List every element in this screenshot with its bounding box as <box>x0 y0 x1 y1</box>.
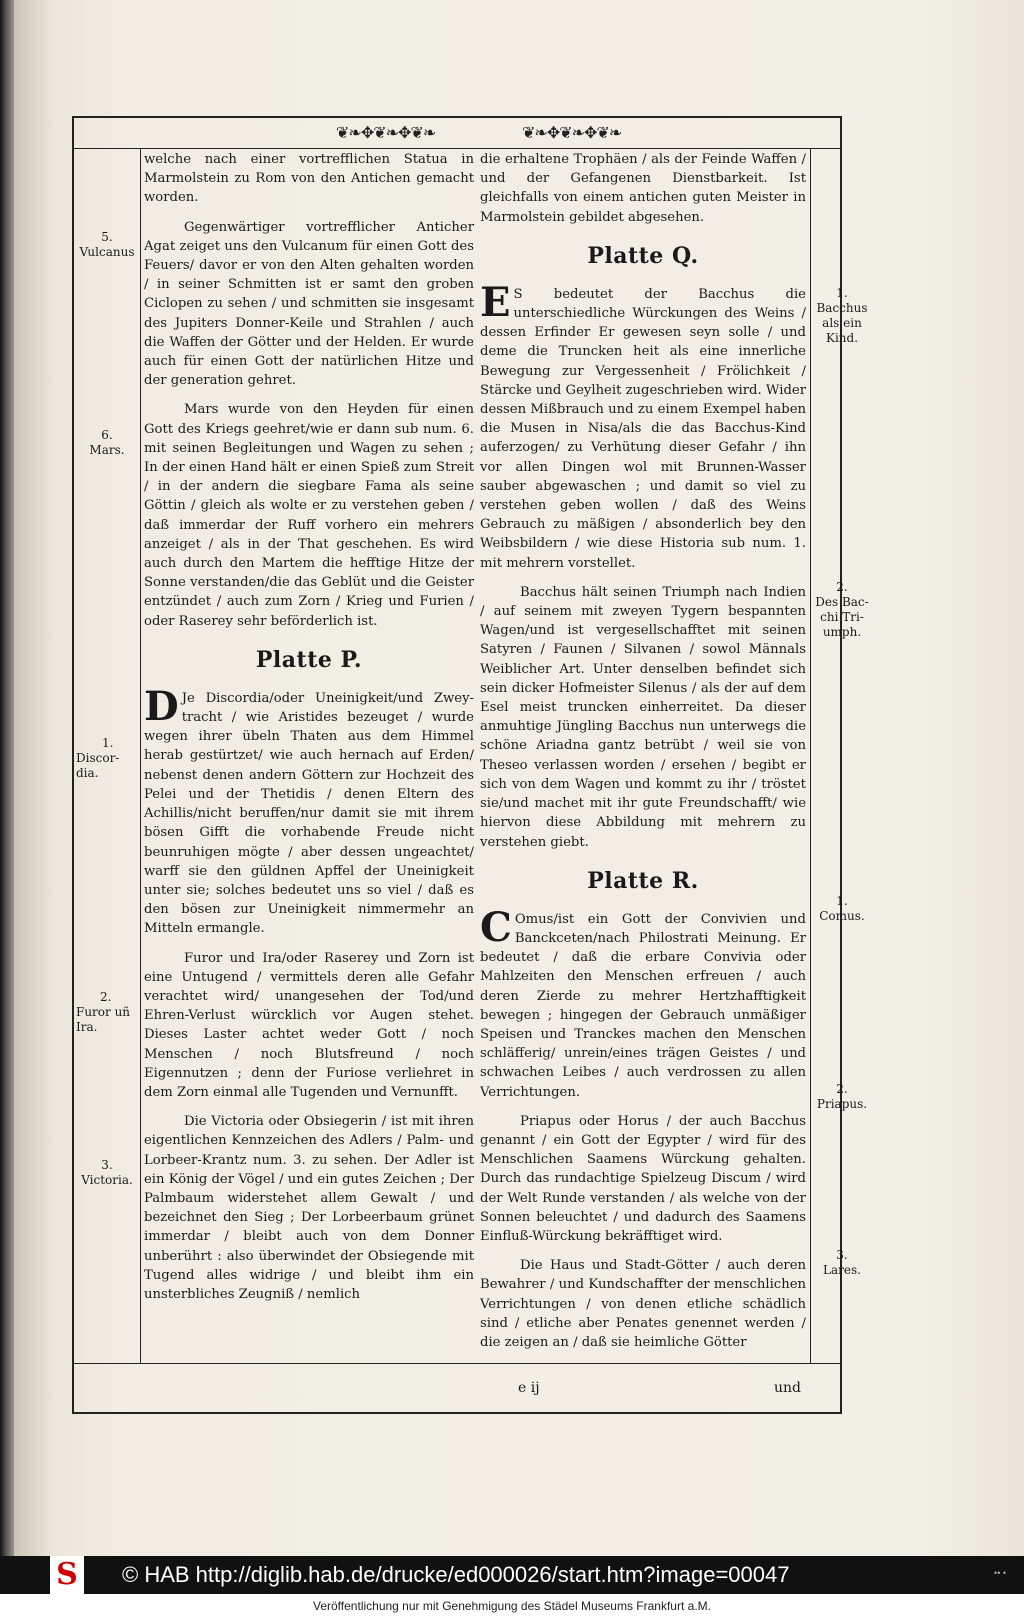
right-para-triumph: Bacchus hält seinen Triumph nach Indien / auf seinem mit zweyen Tygern bespannten Wagen/und ist vergesellschafftet mit seinen Satyren / Faunen / Silvanen / sowol Männals Weiblicher Art. Unter denselben befindet sich sein dicker Hofmeister Silenus / als der auf dem Esel meist truncken einherreitet. Da dieser anmuhtige Jüngling Bacchus nun unterwegs die schöne Ariadna gantz betrübt / weil sie von Theseo verlassen worden / ersehen / begibt er sich von dem Wagen und kommt zu ihr / tröstet sie/und machet mit ihr gute Freundschafft/ wie hiervon diese Abbildung mit mehrern zu verstehen giebt. <box>480 584 806 850</box>
margin-number: 3. <box>101 1158 113 1172</box>
bottom-rule <box>74 1363 840 1364</box>
top-rule <box>74 148 840 149</box>
dropcap-d: D <box>144 682 179 730</box>
right-margin-rule <box>810 148 811 1364</box>
margin-label: Mars. <box>89 443 125 457</box>
right-para-comus <box>480 903 806 1102</box>
margin-label: Bacchus <box>816 301 868 315</box>
right-para-bacchus <box>480 278 806 573</box>
margin-note-furor <box>76 990 138 1035</box>
margin-number: 1. <box>102 736 114 750</box>
margin-number: 5. <box>101 230 113 244</box>
right-para-lares: Die Haus und Stadt-Götter / auch deren Bewahrer / und Kundschaffter der menschlichen Verrichtungen / von denen etliche schädlich sind / etliche aber Penates genennet werden / die zeigen an / daß sie heimliche Götter <box>480 1258 806 1350</box>
left-para-vulcanus: Gegenwärtiger vortrefflicher Anticher Agat zeiget uns den Vulcanum für einen Gott des Feuers/ davor er von den Alten gehalten worden / in seiner Schmitten ist er samt den groben Ciclopen zu sehen / und schmitten sie insgesamt des Jupiters Donner-Keile und Strahlen / auch die Waffen der Götter und der Helden. Er wurde auch für einen Gott der natürlichen Hitze und der generation gehret. <box>144 219 474 389</box>
margin-label-3: umph. <box>822 625 862 639</box>
heading-platte-r: Platte R. <box>587 867 699 894</box>
margin-number: 6. <box>101 428 113 442</box>
margin-note-triumph <box>814 580 870 640</box>
book-spine <box>0 0 14 1556</box>
margin-label: Vulcanus <box>79 245 135 259</box>
margin-note-mars <box>76 428 138 458</box>
book-page <box>14 0 1024 1556</box>
margin-number: 2. <box>836 580 848 594</box>
copyright-link[interactable]: © HAB http://diglib.hab.de/drucke/ed000026/start.htm?image=00047 <box>122 1562 790 1587</box>
publication-notice: Veröffentlichung nur mit Genehmigung des Städel Museums Frankfurt a.M. <box>0 1594 1024 1619</box>
margin-label: Furor uñ <box>76 1005 131 1019</box>
catchword: und <box>774 1380 801 1396</box>
margin-label: Discor- <box>76 751 120 765</box>
bacchus-text: S bedeutet der Bacchus die unterschiedliche Würckungen des Weins / dessen Erfinder Er gewesen seyn solle / und deme die Truncken heit als eine innerliche Bewegung zur Vergessenheit / Frölichkeit / Stärcke und Geylheit zugeschrieben wird. Wider dessen Mißbrauch und zu einem Exempel haben die Musen in Nisa/als die das Bacchus-Kind auferzogen/ zu Verhütung dieser Gefahr / ihn vor allen Dingen wol mit Brunnen-Wasser sauber abgewaschen ; und damit so viel zu verstehen geben wollen / daß des Weins Gebrauch zu mäßigen / absonderlich bey den Weibsbildern / wie diese Historia sub num. 1. mit mehrern vorstellet. <box>480 286 806 571</box>
margin-number: 1. <box>836 894 848 908</box>
left-para-furor: Furor und Ira/oder Raserey und Zorn ist eine Untugend / vermittels deren alle Gefahr verachtet wird/ unangesehen der Tod/und Ehren-Verlust würcklich vor Augen stehet. Dieses Laster achtet weder Gott / noch Menschen / noch Blutsfreund / noch Eigennutzen ; denn der Furiose verliehret in dem Zorn einmal alle Tugenden und Vernunfft. <box>144 950 474 1100</box>
margin-label: Priapus. <box>816 1097 868 1111</box>
watermark-bar <box>0 1556 1024 1594</box>
margin-label: Victoria. <box>81 1173 133 1187</box>
heading-platte-q: Platte Q. <box>587 242 699 269</box>
margin-note-lares <box>814 1248 870 1278</box>
margin-note-comus <box>814 894 870 924</box>
margin-note-discordia <box>76 736 138 781</box>
dropcap-c: C <box>480 903 512 951</box>
margin-note-vulcanus <box>76 230 138 260</box>
comus-text: Omus/ist ein Gott der Convivien und Banckceten/nach Philostrati Meinung. Er bedeutet / daß die erbare Convivia oder Mahlzeiten den Menschen erfreuen / auch deren Zierde zu mehrer Hertzhafftigkeit bewegen ; hingegen der Gebrauch unmäßiger Speisen und Tranckes machen den Menschen schläfferig/ unrein/eines trägen Geistes / und schwachen Leibes / auch verdrossen zu allen Verrichtungen. <box>480 911 806 1100</box>
left-para-1: welche nach einer vortrefflichen Statua in Marmolstein zu Rom von den Antichen gemacht worden. <box>144 152 474 206</box>
discordia-text: Je Discordia/oder Uneinigkeit/und Zwey-tracht / wie Aristides bezeuget / wurde wegen ihrer übeln Thaten aus dem Himmel herab gestürtzet/ wie auch hernach auf Erden/ nebenst denen andern Göttern zur Hochzeit des Pelei und der Thetidis / denen Eltern des Achillis/nicht beruffen/nur damit sie mit ihrem bösen Gifft die vorhabende Freude nicht beunruhigen mögte / aber dessen ungeachtet/ warff sie den güldnen Apffel der Uneinigkeit unter sie; solches bedeutet uns so viel / daß es den bösen zur Uneinigkeit nimmermehr an Mitteln ermangle. <box>144 690 474 937</box>
left-para-discordia <box>144 682 474 939</box>
margin-note-priapus <box>814 1082 870 1112</box>
margin-label-2: Ira. <box>76 1020 98 1034</box>
margin-label: Des Bac- <box>815 595 869 609</box>
margin-number: 3. <box>836 1248 848 1262</box>
margin-number: 2. <box>836 1082 848 1096</box>
margin-number: 1. <box>836 286 848 300</box>
tiny-mark: •• • <box>994 1568 1006 1578</box>
staedel-logo: S <box>50 1556 84 1594</box>
margin-note-victoria <box>76 1158 138 1188</box>
left-para-victoria: Die Victoria oder Obsiegerin / ist mit ihren eigentlichen Kennzeichen des Adlers / Palm- und Lorbeer-Krantz num. 3. zu sehen. Der Adler ist ein König der Vögel / und ein gutes Zeichen ; Der Palmbaum widerstehet allem Gewalt / und bezeichnet den Sieg ; Der Lorbeerbaum grünet immerdar / bleibt auch von dem Donner unberührt : also überwindet der Obsiegende mit Tugend alles widrige / und bleibt ihm ein unsterbliches Zeugniß / nemlich <box>144 1114 474 1302</box>
margin-label-2: dia. <box>76 766 99 780</box>
right-para-1: die erhaltene Trophäen / als der Feinde Waffen / und der Gefangenen Dienstbarkeit. Ist gleichfalls von einem antichen guten Meister in Marmolstein gebildet abgesehen. <box>480 152 806 225</box>
margin-label-2: als ein <box>822 316 862 330</box>
margin-note-bacchus-kind <box>814 286 870 346</box>
left-para-mars: Mars wurde von den Heyden für einen Gott des Kriegs geehret/wie er dann sub num. 6. mit seinen Begleitungen und Wagen zu sehen ; In der einen Hand hält er einen Spieß zum Streit / in der andern die siegbare Fama als seine Göttin / gleich als wolte er zu verstehen geben / daß immerdar der Ruff vorhero ein mehrers anzeiget / als in der That geschehen. Es wird auch durch den Martem die hefftige Hitze der Sonne verstanden/die das Geblüt und die Geister entzündet / auch zum Zorn / Krieg und Furien / oder Raserey sehr beförderlich ist. <box>144 402 474 629</box>
ornament-left: ❦❧✥❦❧✥❦❧ <box>336 123 436 142</box>
right-para-priapus: Priapus oder Horus / der auch Bacchus genannt / ein Gott der Egypter / wird für des Menschlichen Saamens Würckung gehalten. Durch das rundachtige Spielzeug Discum / wird der Welt Runde verstanden / als welche von der Sonnen beleuchtet / und dadurch des Saamens Einfluß-Würckung bekräfftiget wird. <box>480 1113 806 1244</box>
heading-platte-p: Platte P. <box>255 646 363 673</box>
ornament-right: ❦❧✥❦❧✥❦❧ <box>522 123 622 142</box>
dropcap-e: E <box>480 278 511 326</box>
margin-label: Comus. <box>819 909 865 923</box>
margin-label-2: chi Tri- <box>820 610 864 624</box>
margin-label-3: Kind. <box>825 331 859 345</box>
left-column <box>144 150 474 1314</box>
signature-mark: e ij <box>518 1380 540 1396</box>
right-column <box>480 150 806 1362</box>
margin-label: Lares. <box>823 1263 861 1277</box>
left-margin-rule <box>140 148 141 1364</box>
page-frame <box>72 116 869 1414</box>
margin-number: 2. <box>100 990 112 1004</box>
